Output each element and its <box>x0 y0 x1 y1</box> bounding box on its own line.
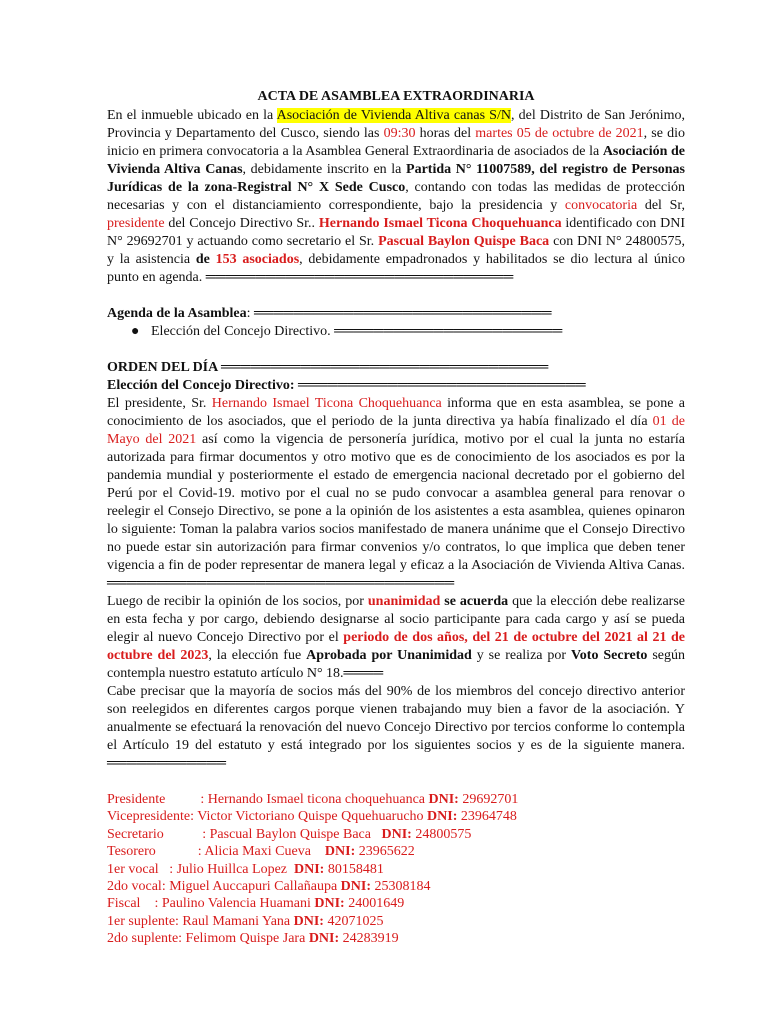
meeting-time: 09:30 <box>383 126 416 141</box>
member-row: 2do suplente: Felimom Quispe Jara DNI: 24283919 <box>107 931 399 947</box>
member-row: Tesorero : Alicia Maxi Cueva DNI: 23965622 <box>107 844 415 860</box>
meeting-date: martes 05 de octubre de 2021 <box>475 126 644 141</box>
orden-paragraph-2: Luego de recibir la opinión de los socios, por unanimidad se acuerda que la elección debe realizarse en esta fecha y por cargo, debiendo designarse al socio participante para cada cargo y así se pueda elegir al nuevo Concejo Directivo por el periodo de dos años, del 21 de octubre del 2021 al 21 de octubre del 2023, la elección fue Aprobada por Unanimidad y se realiza por Voto Secreto según contempla nuestro estatuto artículo N° 18.════ <box>107 594 686 681</box>
association-highlight: Asociación de Vivienda Altiva canas S/N <box>276 108 511 123</box>
secretary-name: Pascual Baylon Quispe Baca <box>378 234 550 249</box>
document-title: ACTA DE ASAMBLEA EXTRAORDINARIA <box>257 89 535 104</box>
orden-paragraph-3: Cabe precisar que la mayoría de socios más del 90% de los miembros del concejo directivo anterior son reelegidos en diferentes cargos porque vienen trabajando muy bien a favor de la asociación. Y anualmente se efectuará la renovación del nuevo Concejo Directivo por tercios conforme lo contempla el Artículo 19 del estatuto y está integrado por los siguientes socios y es de la siguiente manera. ════════════ <box>107 684 685 771</box>
orden-subheading: Elección del Concejo Directivo: ═════════════════════════════ <box>107 378 586 393</box>
member-row: 2do vocal: Miguel Auccapuri Callañaupa DNI: 25308184 <box>107 879 431 895</box>
registry-partida: Partida N° 11007589, del registro de Personas Jurídicas de la zona-Registral N° X Sede Cusco <box>107 162 686 195</box>
agenda-heading: Agenda de la Asamblea: ══════════════════════════════ <box>107 306 552 321</box>
document-page <box>107 88 685 948</box>
agenda-item: ● Elección del Concejo Directivo. ═══════════════════════ <box>131 324 563 339</box>
member-row: Presidente : Hernando Ismael ticona choquehuanca DNI: 29692701 <box>107 792 519 807</box>
attendance-count: 153 asociados <box>215 252 300 267</box>
member-row: Fiscal : Paulino Valencia Huamani DNI: 24001649 <box>107 896 405 912</box>
association-name: Asociación de Vivienda Altiva Canas <box>107 144 685 177</box>
member-row: 1er suplente: Raul Mamani Yana DNI: 42071025 <box>107 913 384 929</box>
intro-paragraph: En el inmueble ubicado en la Asociación de Vivienda Altiva canas S/N, del Distrito de San Jerónimo, Provincia y Departamento del Cusco, siendo las 09:30 horas del martes 05 de octubre de 2021, se dio inicio en primera convocatoria a la Asamblea General Extraordinaria de asociados de la Asociación de Vivienda Altiva Canas, debidamente inscrito en la Partida N° 11007589, del registro de Personas Jurídicas de la zona-Registral N° X Sede Cusco, contando con todas las medidas de protección necesarias y con el distanciamiento correspondiente, bajo la presidencia y convocatoria del Sr, presidente del Concejo Directivo Sr.. Hernando Ismael Ticona Choquehuanca identificado con DNI N° 29692701 y actuando como secretario el Sr. Pascual Baylon Quispe Baca con DNI N° 24800575, y la asistencia de 153 asociados, debidamente empadronados y habilitados se dio lectura al único punto en agenda. ═══════════════════════════════ <box>107 108 686 285</box>
orden-paragraph-1: El presidente, Sr. Hernando Ismael Ticona Choquehuanca informa que en esta asamblea, se pone a conocimiento de los asociados, que el periodo de la junta directiva ya había finalizado el día 01 de Mayo del 2021 así como la vigencia de personería jurídica, motivo por el cual la junta no estaría autorizada para firmar documentos y otro motivo que es de conocimiento de los asociados es por la pandemia mundial y posteriormente el estado de emergencia nacional decretado por el gobierno del Perú por el Covid-19. motivo por el cual no se pudo convocar a asamblea general para renovar o reelegir el Consejo Directivo, se pone a la opinión de los asistentes a esta asamblea, quienes opinaron lo siguiente: Toman la palabra varios socios manifestado de manera unánime que el Consejo Directivo no puede estar sin autorización para firmar convenios y/o contratos, lo que implica que deben tener vigencia a fin de poder representar de manera legal y eficaz a la Asociación de Vivienda Altiva Canas. ═══════════════════════════════════ <box>107 396 686 591</box>
member-row: 1er vocal : Julio Huillca Lopez DNI: 80158481 <box>107 861 384 877</box>
members-list <box>107 791 685 948</box>
president-name: Hernando Ismael Ticona Choquehuanca <box>318 216 562 231</box>
bullet-icon: ● <box>131 324 140 339</box>
orden-heading: ORDEN DEL DÍA ═════════════════════════════════ <box>107 360 549 375</box>
member-row: Secretario : Pascual Baylon Quispe Baca DNI: 24800575 <box>107 826 472 842</box>
member-row: Vicepresidente: Victor Victoriano Quispe Qquehuarucho DNI: 23964748 <box>107 809 517 825</box>
